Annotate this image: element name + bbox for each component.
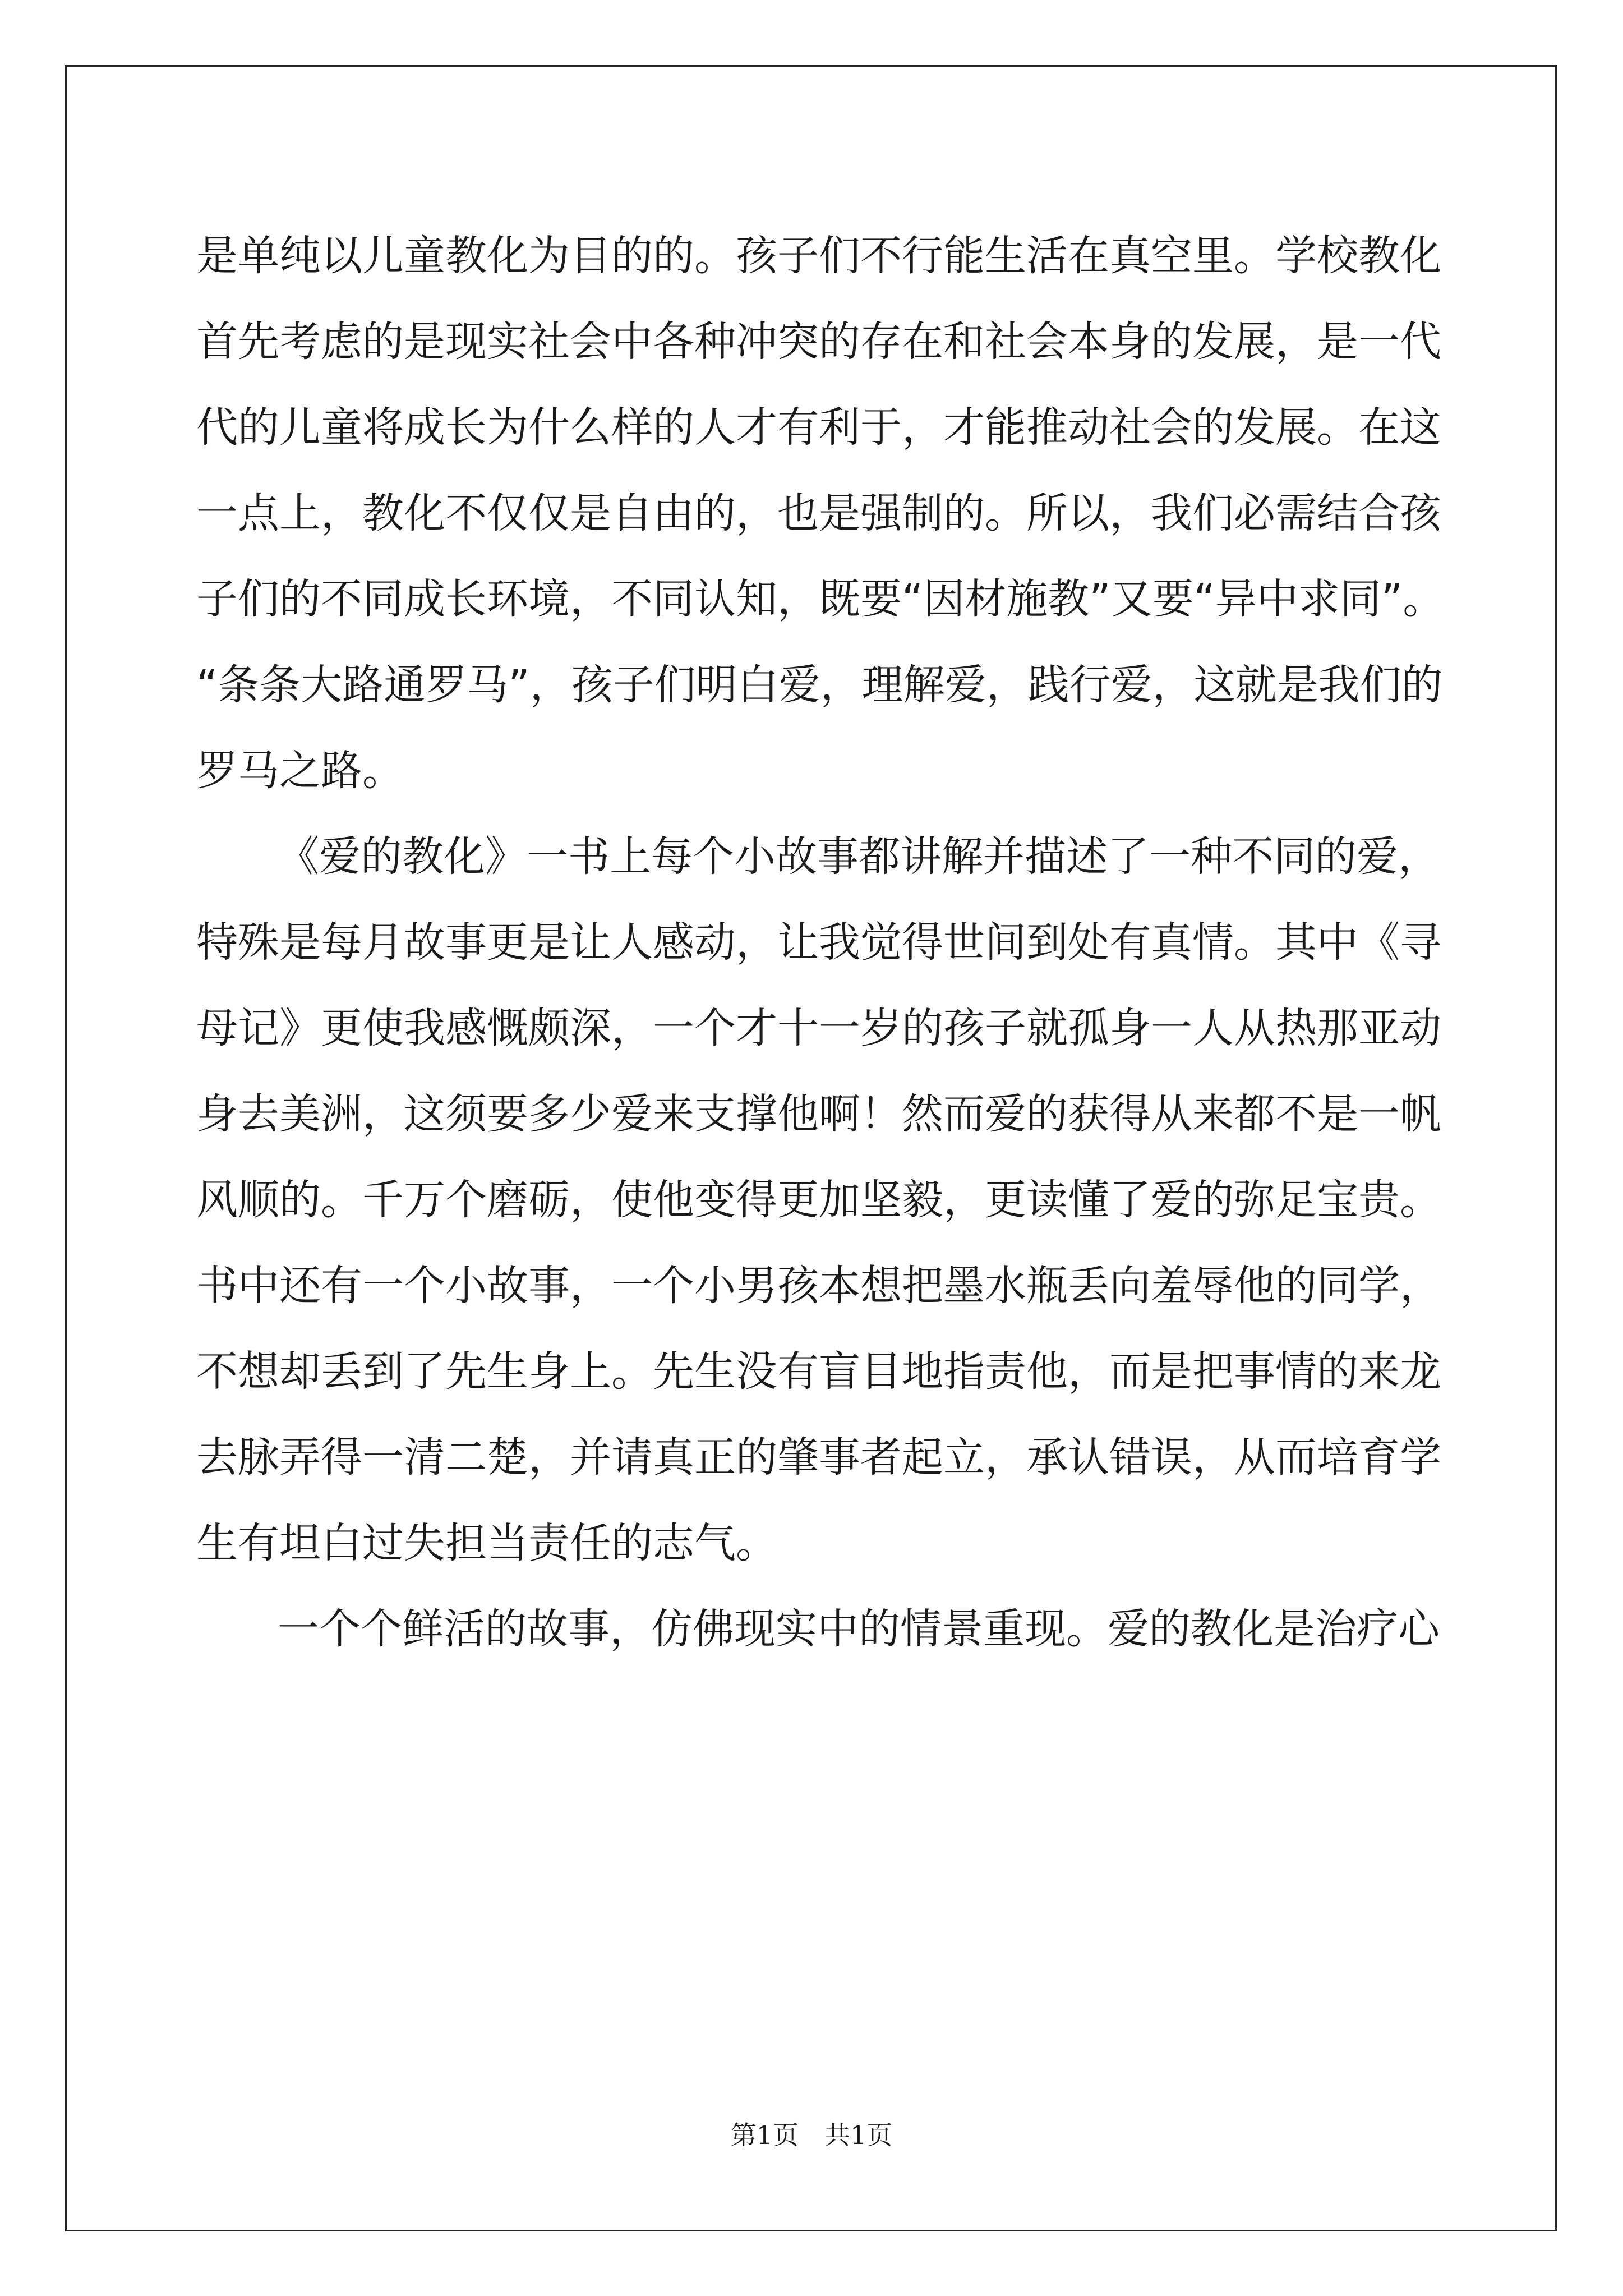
text-line: 书中还有一个小故事，一个小男孩本想把墨水瓶丢向羞辱他的同学， — [196, 1262, 1441, 1310]
text-line: 代的儿童将成长为什么样的人才有利于，才能推动社会的发展。在这 — [196, 403, 1441, 452]
page-footer: 第1页 共1页 — [730, 2120, 893, 2150]
text-line: 是单纯以儿童教化为目的的。孩子们不行能生活在真空里。学校教化 — [196, 232, 1441, 280]
text-line: 生有坦白过失担当责任的志气。 — [196, 1519, 777, 1567]
text-line: 身去美洲，这须要多少爱来支撑他啊！然而爱的获得从来都不是一帆 — [196, 1090, 1441, 1138]
text-line: 罗马之路。 — [196, 747, 404, 795]
text-line: 一个个鲜活的故事，仿佛现实中的情景重现。爱的教化是治疗心 — [278, 1605, 1440, 1653]
text-line: 一点上，教化不仅仅是自由的，也是强制的。所以，我们必需结合孩 — [196, 489, 1441, 537]
text-line: 母记》更使我感慨颇深，一个才十一岁的孩子就孤身一人从热那亚动 — [196, 1004, 1441, 1052]
text-line: “条条大路通罗马”，孩子们明白爱，理解爱，践行爱，这就是我们的 — [196, 661, 1443, 709]
text-line: 不想却丢到了先生身上。先生没有盲目地指责他，而是把事情的来龙 — [196, 1347, 1441, 1396]
text-line: 《爱的教化》一书上每个小故事都讲解并描述了一种不同的爱， — [278, 832, 1440, 881]
text-line: 风顺的。千万个磨砺，使他变得更加坚毅，更读懂了爱的弥足宝贵。 — [196, 1176, 1441, 1224]
text-line: 特殊是每月故事更是让人感动，让我觉得世间到处有真情。其中《寻 — [196, 918, 1441, 967]
text-line: 首先考虑的是现实社会中各种冲突的存在和社会本身的发展，是一代 — [196, 318, 1441, 366]
text-line: 去脉弄得一清二楚，并请真正的肇事者起立，承认错误，从而培育学 — [196, 1433, 1441, 1481]
document-body — [196, 213, 1445, 1672]
text-line: 子们的不同成长环境，不同认知，既要“因材施教”又要“异中求同”。 — [196, 575, 1445, 623]
